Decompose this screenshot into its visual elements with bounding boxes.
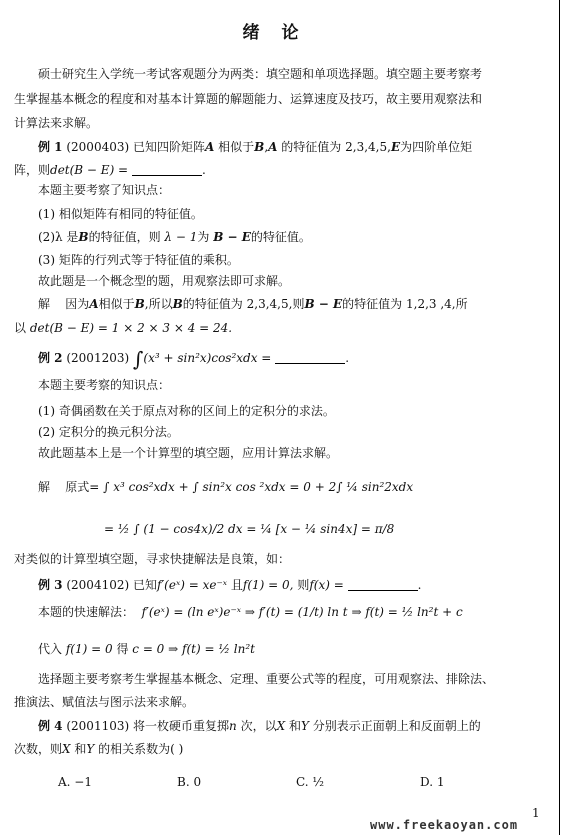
- ex1-kp-title: 本题主要考察了知识点：: [38, 183, 171, 197]
- select-line-1: 选择题主要考察考生掌握基本概念、定理、重要公式等的程度，可用观察法、排除法、: [38, 672, 495, 686]
- ex1-kp-3: (3) 矩阵的行列式等于特征值的乘积。: [38, 253, 239, 267]
- page-number: 1: [532, 806, 540, 820]
- ex1-solution-line-2: 以 det(B − E) = 1 × 2 × 3 × 4 = 24.: [14, 321, 233, 335]
- answer-blank: [275, 351, 345, 364]
- footer-url[interactable]: www.freekaoyan.com: [370, 818, 519, 832]
- option-c: C. ½: [296, 775, 325, 789]
- ex2-statement: 例 2 (2001203) ∫(x³ + sin²x)cos²xdx = .: [38, 347, 350, 371]
- ex2-solution-2: = ½ ∫ (1 − cos4x)/2 dx = ¼ [x − ¼ sin4x] = π/8: [104, 522, 395, 536]
- ex1-solution: 解 因为A相似于B,所以B的特征值为 2,3,4,5,则B − E的特征值为 1,2,3 ,4,所: [38, 297, 468, 311]
- ex2-kp-title: 本题主要考察的知识点：: [38, 378, 171, 392]
- option-b: B. 0: [177, 775, 202, 789]
- select-line-2: 推演法、赋值法与图示法来求解。: [14, 695, 195, 709]
- ex2-solution-1: 解 原式= ∫ x³ cos²xdx + ∫ sin²x cos ²xdx = 0 + 2∫ ¼ sin²2xdx: [38, 480, 414, 494]
- ex1-conclusion: 故此题是一个概念型的题，用观察法即可求解。: [38, 274, 291, 288]
- intro-line-2: 生掌握基本概念的程度和对基本计算题的解题能力、运算速度及技巧，故主要用观察法和: [14, 92, 483, 106]
- ex2-after: 对类似的计算型填空题，寻求快捷解法是良策，如：: [14, 552, 291, 566]
- page-edge-line: [559, 0, 560, 835]
- ex1-kp-1: (1) 相似矩阵有相同的特征值。: [38, 207, 203, 221]
- ex2-kp-2: (2) 定积分的换元积分法。: [38, 425, 179, 439]
- ex1-statement: 例 1 (2000403) 已知四阶矩阵A 相似于B,A 的特征值为 2,3,4,5,E为四阶单位矩: [38, 140, 473, 154]
- integral-sign: ∫: [133, 347, 144, 371]
- ex4-question: 次数，则X 和Y 的相关系数为( ): [14, 742, 184, 756]
- option-d: D. 1: [420, 775, 445, 789]
- ex1-question: 阵，则det(B − E) = .: [14, 163, 206, 177]
- intro-line-3: 计算法来求解。: [14, 116, 99, 130]
- ex2-conclusion: 故此题基本上是一个计算型的填空题，应用计算法求解。: [38, 446, 339, 460]
- ex3-quick: 本题的快速解法： f′(eˣ) = (ln eˣ)e⁻ˣ ⇒ f′(t) = (1/t) ln t ⇒ f(t) = ½ ln²t + c: [38, 605, 463, 619]
- option-a: A. −1: [58, 775, 92, 789]
- page-title: 绪论: [242, 23, 321, 43]
- ex3-statement: 例 3 (2004102) 已知f′(eˣ) = xe⁻ˣ 且f(1) = 0, 则f(x) = .: [38, 578, 422, 592]
- ex3-substitution: 代入 f(1) = 0 得 c = 0 ⇒ f(t) = ½ ln²t: [38, 642, 255, 656]
- ex4-statement: 例 4 (2001103) 将一枚硬币重复掷n 次，以X 和Y 分别表示正面朝上和反面朝上的: [38, 719, 481, 733]
- answer-blank: [348, 578, 418, 591]
- ex1-kp-2: (2)λ 是B的特征值，则 λ − 1为 B − E的特征值。: [38, 230, 311, 244]
- answer-blank: [132, 163, 202, 176]
- ex2-kp-1: (1) 奇偶函数在关于原点对称的区间上的定积分的求法。: [38, 404, 335, 418]
- intro-line-1: 硕士研究生入学统一考试客观题分为两类：填空题和单项选择题。填空题主要考察考: [38, 67, 483, 81]
